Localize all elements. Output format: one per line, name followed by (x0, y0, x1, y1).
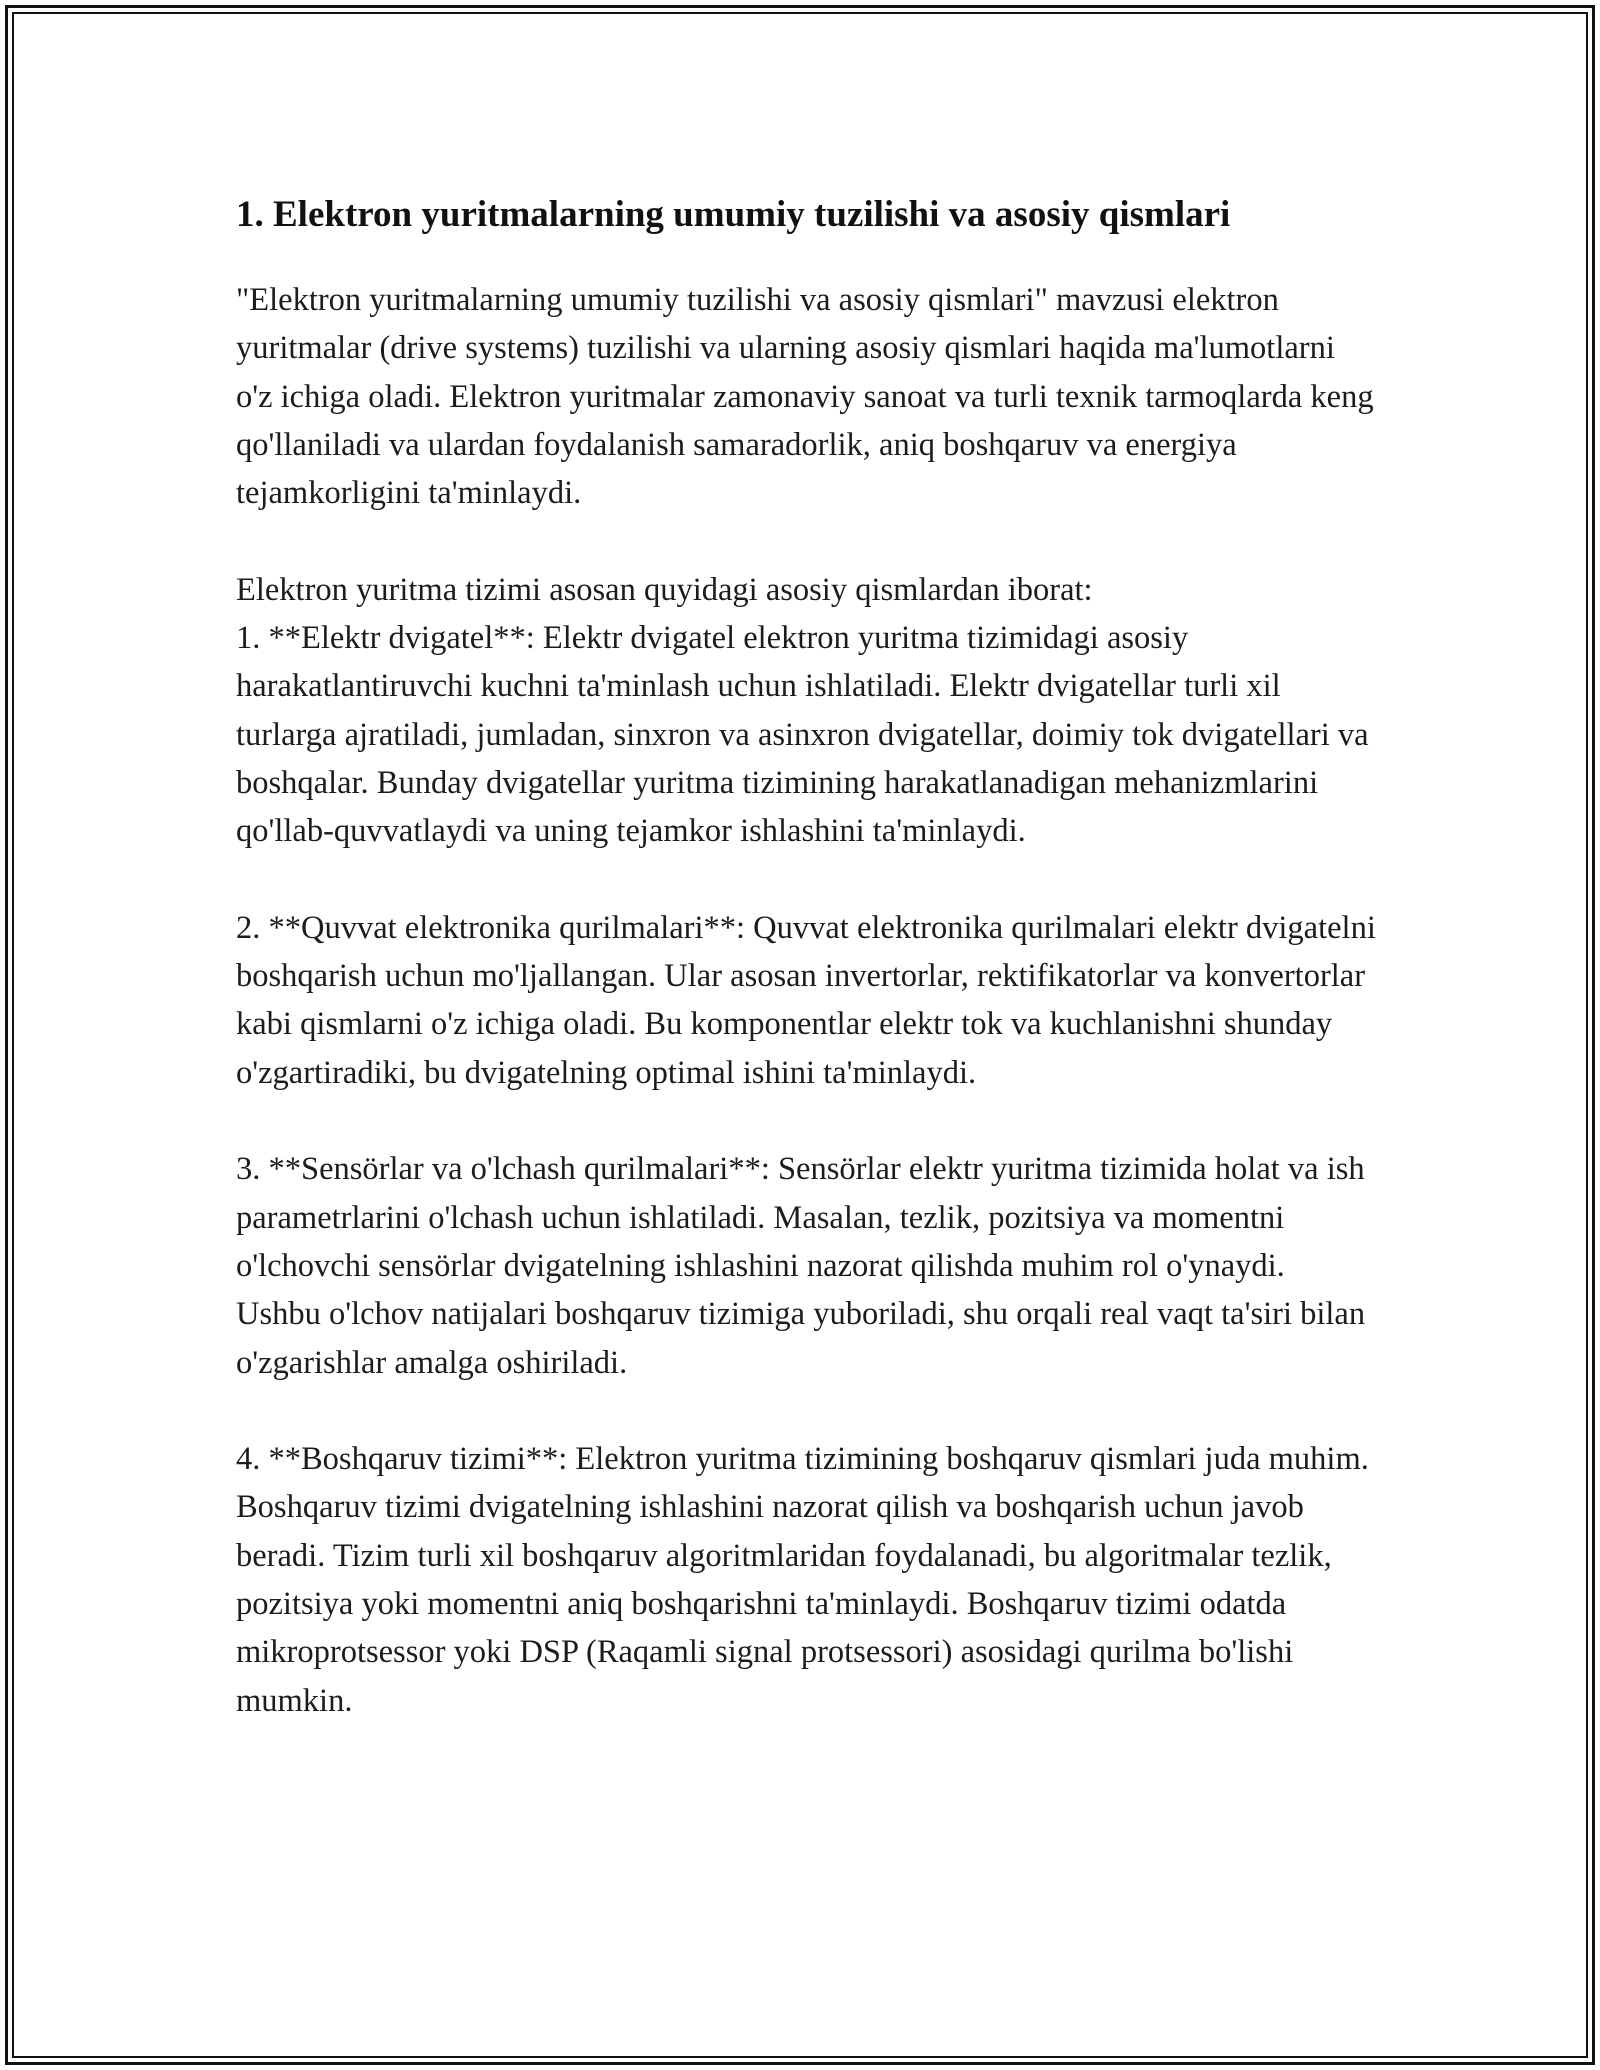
list-item-power-electronics: 2. **Quvvat elektronika qurilmalari**: Quvvat elektronika qurilmalari elektr dvigatelni boshqarish uchun mo'ljallangan. Ular asosan invertorlar, rektifikatorlar va konvertorlar kabi qismlarni o'z ichiga oladi. Bu komponentlar elektr tok va kuchlanishni shunday o'zgartiradiki, bu dvigatelning optimal ishini ta'minlaydi. (236, 909, 1376, 1091)
document-body (236, 180, 1376, 1725)
page-title: 1. Elektron yuritmalarning umumiy tuzilishi va asosiy qismlari (236, 194, 1231, 235)
list-item-control-system: 4. **Boshqaruv tizimi**: Elektron yuritma tizimining boshqaruv qismlari juda muhim. Boshqaruv tizimi dvigatelning ishlashini nazorat qilish va boshqarish uchun javob beradi. Tizim turli xil boshqaruv algoritmlaridan foydalanadi, bu algoritmalar tezlik, pozitsiya yoki momentni aniq boshqarishni ta'minlaydi. Boshqaruv tizimi odatda mikroprotsessor yoki DSP (Raqamli signal protsessori) asosidagi qurilma bo'lishi mumkin. (236, 1441, 1369, 1719)
document-text (236, 276, 1376, 1725)
intro-paragraph: "Elektron yuritmalarning umumiy tuzilishi va asosiy qismlari" mavzusi elektron yuritmalar (drive systems) tuzilishi va ularning asosiy qismlari haqida ma'lumotlarni o'z ichiga oladi. Elektron yuritmalar zamonaviy sanoat va turli texnik tarmoqlarda keng qo'llaniladi va ulardan foydalanish samaradorlik, aniq boshqaruv va energiya tejamkorligini ta'minlaydi. (236, 282, 1374, 512)
list-intro-paragraph: Elektron yuritma tizimi asosan quyidagi asosiy qismlardan iborat: (236, 571, 1093, 608)
list-item-electric-motor: 1. **Elektr dvigatel**: Elektr dvigatel elektron yuritma tizimidagi asosiy harakatlantiruvchi kuchni ta'minlash uchun ishlatiladi. Elektr dvigatellar turli xil turlarga ajratiladi, jumladan, sinxron va asinxron dvigatellar, doimiy tok dvigatellari va boshqalar. Bunday dvigatellar yuritma tizimining harakatlanadigan mehanizmlarini qo'llab-quvvatlaydi va uning tejamkor ishlashini ta'minlaydi. (236, 620, 1369, 850)
list-item-sensors: 3. **Sensörlar va o'lchash qurilmalari**: Sensörlar elektr yuritma tizimida holat va ish parametrlarini o'lchash uchun ishlatiladi. Masalan, tezlik, pozitsiya va momentni o'lchovchi sensörlar dvigatelning ishlashini nazorat qilishda muhim rol o'ynaydi. Ushbu o'lchov natijalari boshqaruv tizimiga yuboriladi, shu orqali real vaqt ta'siri bilan o'zgarishlar amalga oshiriladi. (236, 1151, 1366, 1381)
